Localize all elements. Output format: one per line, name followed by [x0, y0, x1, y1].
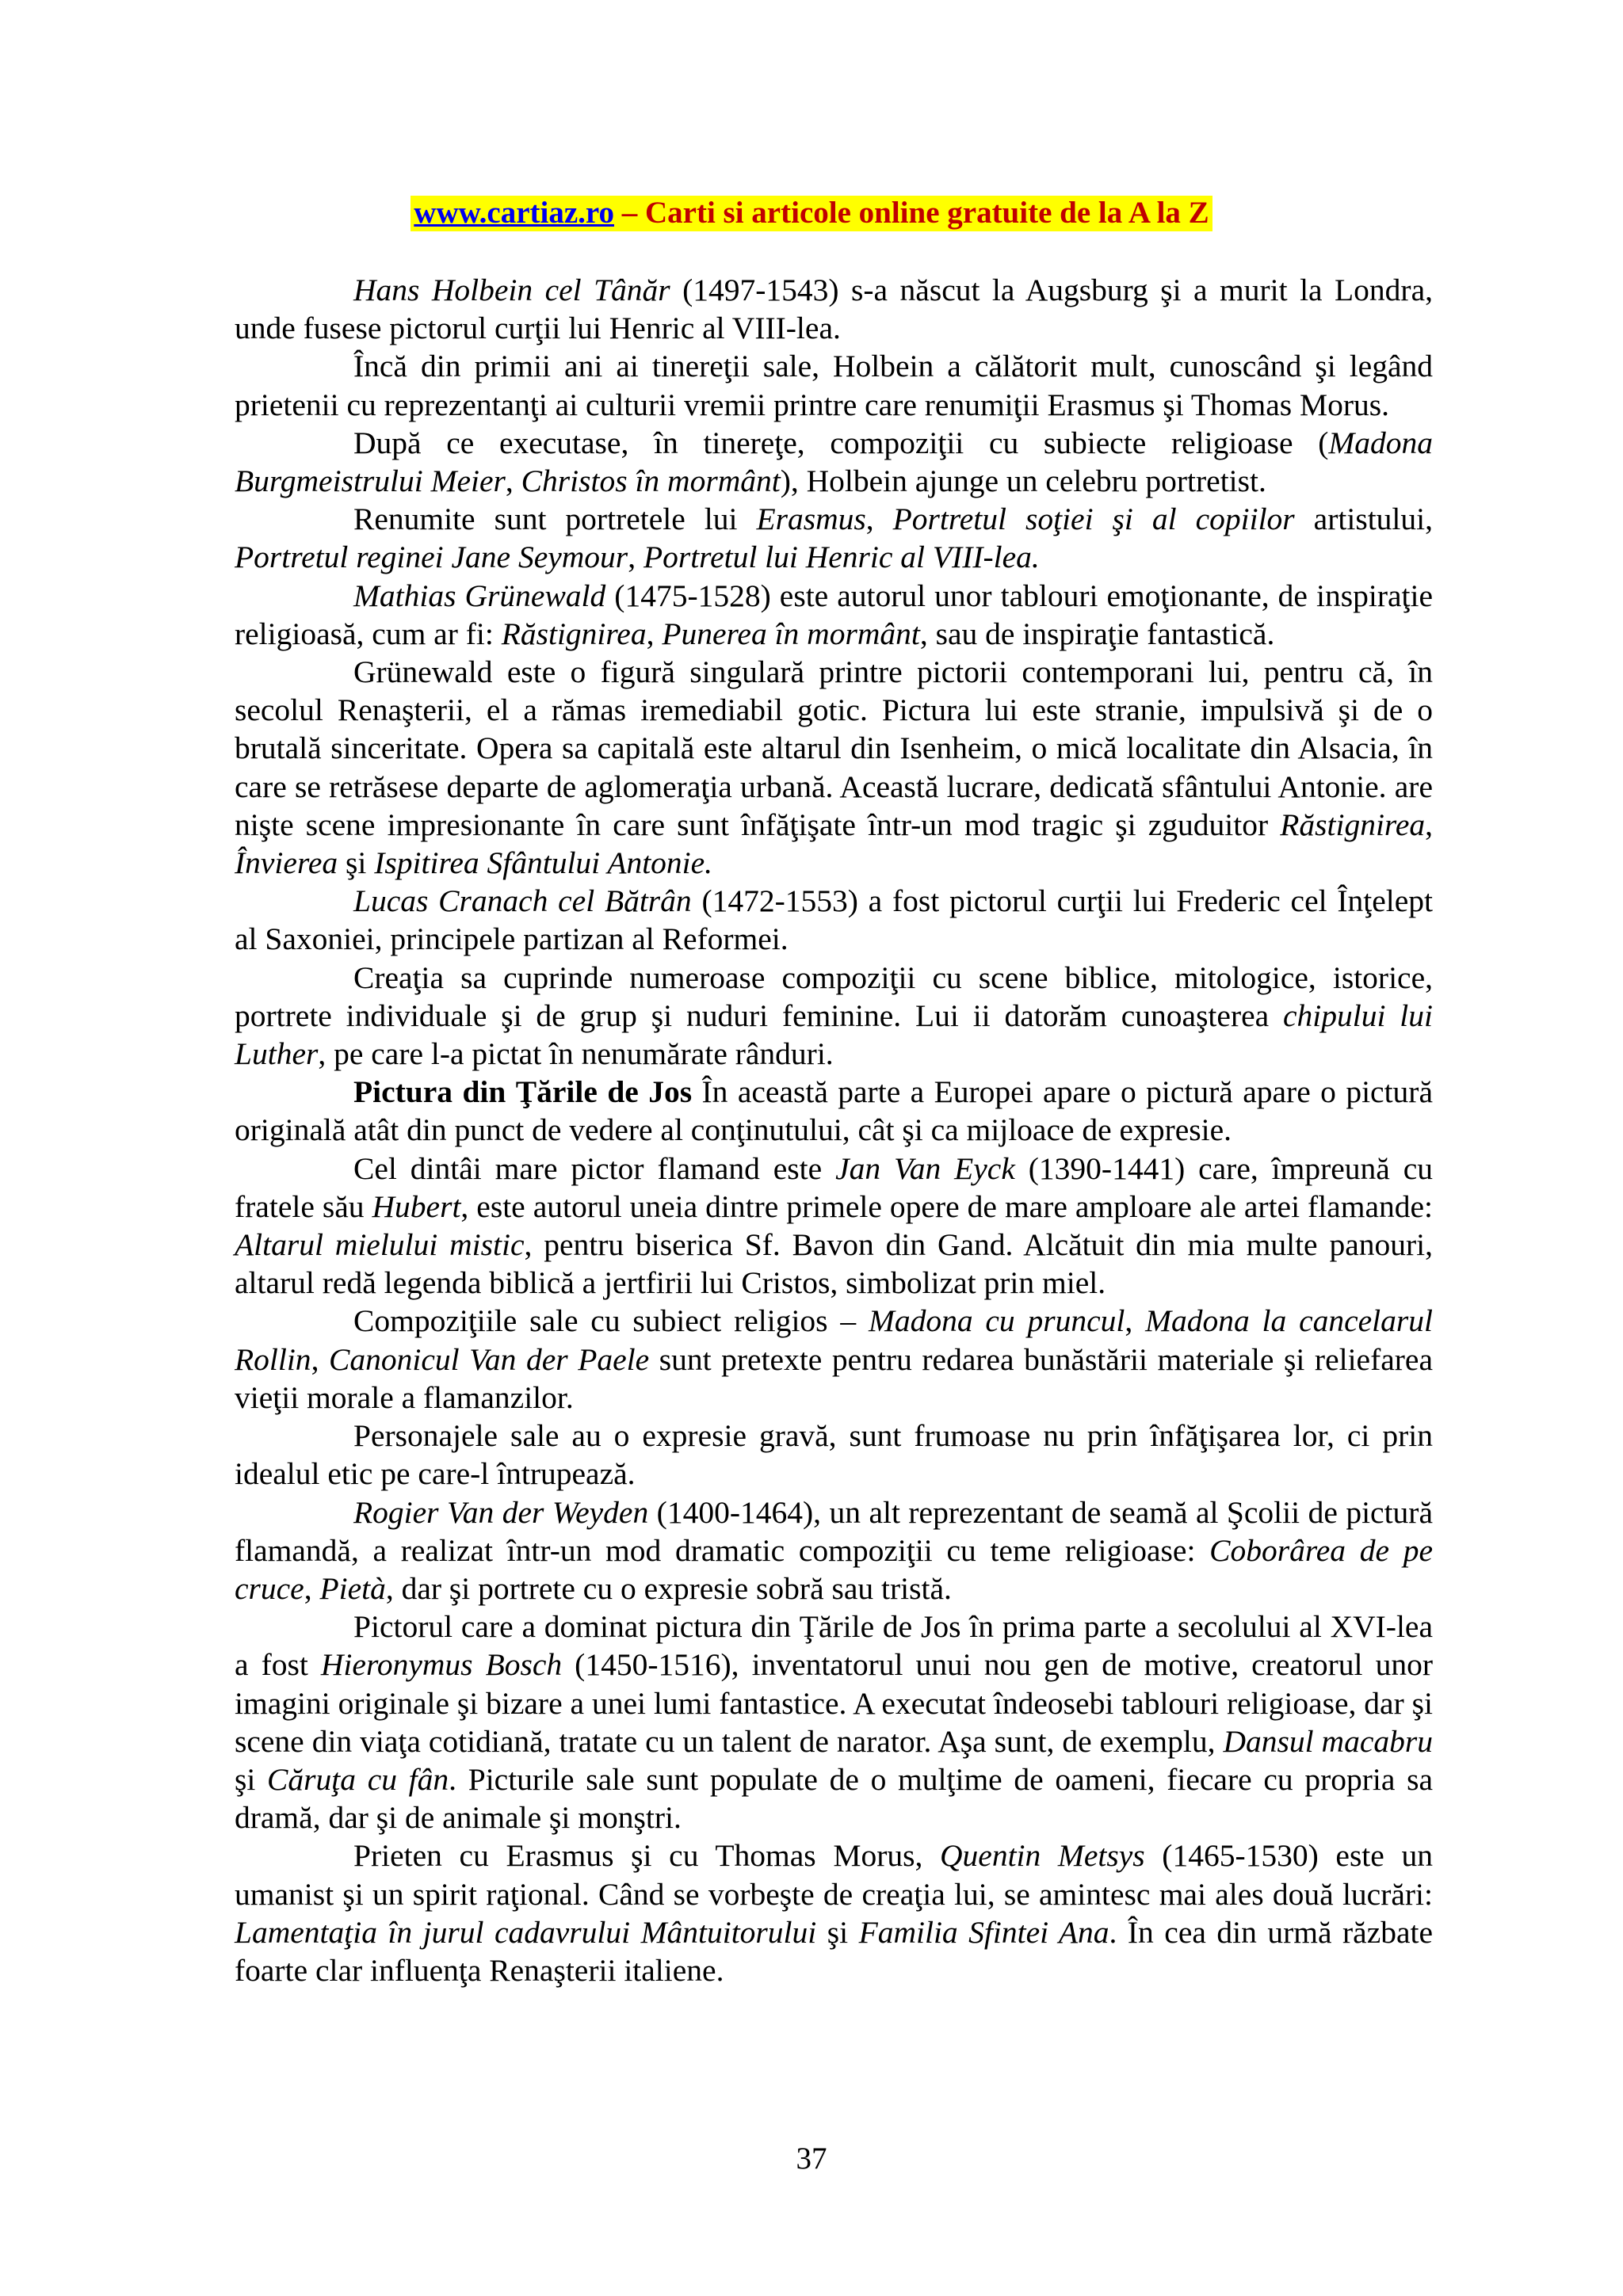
paragraph	[235, 271, 1433, 347]
text-run: şi	[338, 845, 375, 881]
italic-run: Erasmus	[756, 502, 866, 537]
paragraph	[235, 1836, 1433, 1989]
italic-run: Punerea în mormânt	[662, 616, 920, 651]
text-run: , pe care l-a pictat în nenumărate rânduri.	[318, 1036, 834, 1072]
paragraph	[235, 1417, 1433, 1493]
page-header	[0, 193, 1623, 233]
italic-run: Dansul macabru	[1223, 1723, 1433, 1759]
italic-run: Canonicul Van der Paele	[329, 1341, 650, 1377]
text-run: Compoziţiile sale cu subiect religios –	[353, 1303, 869, 1339]
italic-run: Coborârea de pe cruce	[235, 1532, 1433, 1606]
text-run: Grünewald este o figură singulară printre pictorii contemporani lui, pentru că, în secolul Renaşterii, el a rămas iremediabil gotic. Pictura lui este stranie, impulsivă şi de o brutală sinceritate. Opera sa capitală este altarul din Isenheim, o mică localitate din Alsacia, în care se retrăsese departe de aglomeraţia urbană. Această lucrare, dedicată sfântului Antonie. are nişte scene impresionante în care sunt înfăţişate într-un mod tragic şi zguduitor	[235, 654, 1433, 842]
text-run: ,	[304, 1570, 320, 1606]
bold-run: Pictura din Ţările de Jos	[353, 1074, 693, 1110]
italic-run: Quentin Metsys	[940, 1838, 1145, 1874]
paragraph	[235, 653, 1433, 882]
text-run: . În cea din urmă răzbate foarte clar influenţa Renaşterii italiene.	[235, 1914, 1434, 1988]
italic-run: Lucas Cranach cel Bătrân	[353, 883, 692, 919]
paragraph	[235, 959, 1433, 1074]
text-run: (1390-1441) care, împreună cu fratele său	[235, 1150, 1433, 1224]
italic-run: Portretul lui Henric al VIII-lea.	[643, 540, 1040, 575]
italic-run: Lamentaţia în jurul cadavrului Mântuitorului	[235, 1914, 817, 1950]
text-run: (1450-1516), inventatorul unui nou gen de motive, creatorul unor imagini originale şi bizare a unei lumi fantastice. A executat îndeosebi tablouri religioase, dar şi scene din viaţa cotidiană, tratate cu un talent de narator. Aşa sunt, de exemplu,	[235, 1647, 1433, 1759]
paragraph	[235, 500, 1433, 576]
text-run: Pictorul care a dominat pictura din Ţările de Jos în prima parte a secolului al XVI-lea a fost	[235, 1609, 1433, 1683]
paragraph	[235, 1608, 1433, 1836]
italic-run: Familia Sfintei Ana	[858, 1914, 1109, 1950]
text-run: Încă din primii ani ai tinereţii sale, Holbein a călătorit mult, cunoscând şi legând prietenii cu reprezentanţi ai culturii vremii printre care renumiţii Erasmus şi Thomas Morus.	[235, 349, 1433, 422]
text-run: După ce executase, în tinereţe, compoziţii cu subiecte religioase (	[353, 425, 1329, 460]
italic-run: Jan Van Eyck	[835, 1150, 1015, 1186]
text-run: Renumite sunt portretele lui	[353, 502, 757, 537]
italic-run: Hubert	[372, 1188, 461, 1224]
italic-run: Învierea	[235, 845, 338, 881]
text-run: Prieten cu Erasmus şi cu Thomas Morus,	[353, 1838, 941, 1874]
text-run: şi	[235, 1761, 268, 1797]
text-run: Creaţia sa cuprinde numeroase compoziţii cu scene biblice, mitologice, istorice, portrete individuale şi de grup şi nuduri feminine. Lui ii datorăm cunoaşterea	[235, 959, 1433, 1033]
paragraph	[235, 347, 1433, 423]
text-run: . Picturile sale sunt populate de o mulţime de oameni, fiecare cu propria sa dramă, dar şi de animale şi monştri.	[235, 1761, 1433, 1836]
italic-run: Altarul mielului mistic	[235, 1227, 525, 1263]
text-run: sunt pretexte pentru redarea bunăstării materiale şi reliefarea vieţii morale a flamanzilor.	[235, 1341, 1433, 1415]
paragraph	[235, 1150, 1433, 1302]
paragraph	[235, 882, 1433, 958]
text-run: ), Holbein ajunge un celebru portretist.	[780, 463, 1266, 499]
text-run: În această parte a Europei apare o pictură apare o pictură originală atât din punct de vedere al conţinutului, cât şi ca mijloace de expresie.	[235, 1074, 1433, 1148]
italic-run: Christos în mormânt	[521, 463, 781, 499]
text-run: (1400-1464), un alt reprezentant de seamă al Şcolii de pictură flamandă, a realizat într-un mod dramatic compoziţii cu teme religioase:	[235, 1494, 1433, 1568]
header-tagline: – Carti si articole online gratuite de la A la Z	[614, 196, 1209, 230]
italic-run: Portretul soţiei şi al copiilor	[892, 502, 1295, 537]
text-run: ,	[646, 616, 663, 651]
header-highlight	[411, 196, 1212, 231]
text-run: , este autorul uneia dintre primele opere de mare amploare ale artei flamande:	[460, 1188, 1433, 1224]
text-run: ,	[1125, 1303, 1146, 1339]
paragraph	[235, 1493, 1433, 1608]
italic-run: Rogier Van der Weyden	[353, 1494, 649, 1530]
text-run: şi	[816, 1914, 859, 1950]
text-run: ,	[628, 540, 643, 575]
text-run: Personajele sale au o expresie gravă, sunt frumoase nu prin înfăţişarea lor, ci prin idealul etic pe care-l întrupează.	[235, 1418, 1433, 1492]
italic-run: Căruţa cu fân	[267, 1761, 449, 1797]
italic-run: Răstignirea	[1280, 807, 1426, 842]
text-run: , pentru biserica Sf. Bavon din Gand. Alcătuit din mia multe panouri, altarul redă legenda biblică a jertfirii lui Cristos, simbolizat prin miel.	[235, 1227, 1433, 1301]
italic-run: Ispitirea Sfântului Antonie.	[374, 845, 713, 881]
italic-run: Hans Holbein cel Tânăr	[353, 273, 670, 307]
italic-run: Madona cu pruncul	[868, 1303, 1125, 1339]
site-link[interactable]: www.cartiaz.ro	[414, 196, 614, 230]
text-run: ,	[311, 1341, 330, 1377]
italic-run: chipului lui Luther	[235, 997, 1433, 1072]
text-run: Cel dintâi mare pictor flamand este	[353, 1150, 836, 1186]
italic-run: Hieronymus Bosch	[320, 1647, 563, 1683]
italic-run: Madona Burgmeistrului Meier	[235, 425, 1433, 499]
italic-run: Madona la cancelarul Rollin	[235, 1303, 1433, 1377]
page-number: 37	[796, 2142, 827, 2176]
text-run: ,	[865, 502, 893, 537]
italic-run: Portretul reginei Jane Seymour	[235, 540, 628, 575]
italic-run: Răstignirea	[501, 616, 647, 651]
italic-run: Pietà	[319, 1570, 386, 1606]
paragraph	[235, 424, 1433, 500]
document-body	[235, 271, 1433, 1989]
text-run: ,	[1425, 807, 1433, 842]
paragraph	[235, 1302, 1433, 1417]
text-run: (1475-1528) este autorul unor tablouri emoţionante, de inspiraţie religioasă, cum ar fi:	[235, 578, 1433, 651]
paragraph	[235, 1073, 1433, 1149]
text-run: (1497-1543) s-a născut la Augsburg şi a murit la Londra, unde fusese pictorul curţii lui Henric al VIII-lea.	[235, 273, 1433, 346]
italic-run: Mathias Grünewald	[353, 578, 606, 613]
text-run: , sau de inspiraţie fantastică.	[919, 616, 1275, 651]
paragraph	[235, 577, 1433, 653]
text-run: , dar şi portrete cu o expresie sobră sau tristă.	[385, 1570, 952, 1606]
text-run: ,	[505, 463, 521, 499]
text-run: artistului,	[1294, 502, 1433, 537]
text-run: (1472-1553) a fost pictorul curţii lui Frederic cel Înţelept al Saxoniei, principele partizan al Reformei.	[235, 883, 1434, 957]
text-run: (1465-1530) este un umanist şi un spirit raţional. Când se vorbeşte de creaţia lui, se amintesc mai ales două lucrări:	[235, 1838, 1433, 1912]
